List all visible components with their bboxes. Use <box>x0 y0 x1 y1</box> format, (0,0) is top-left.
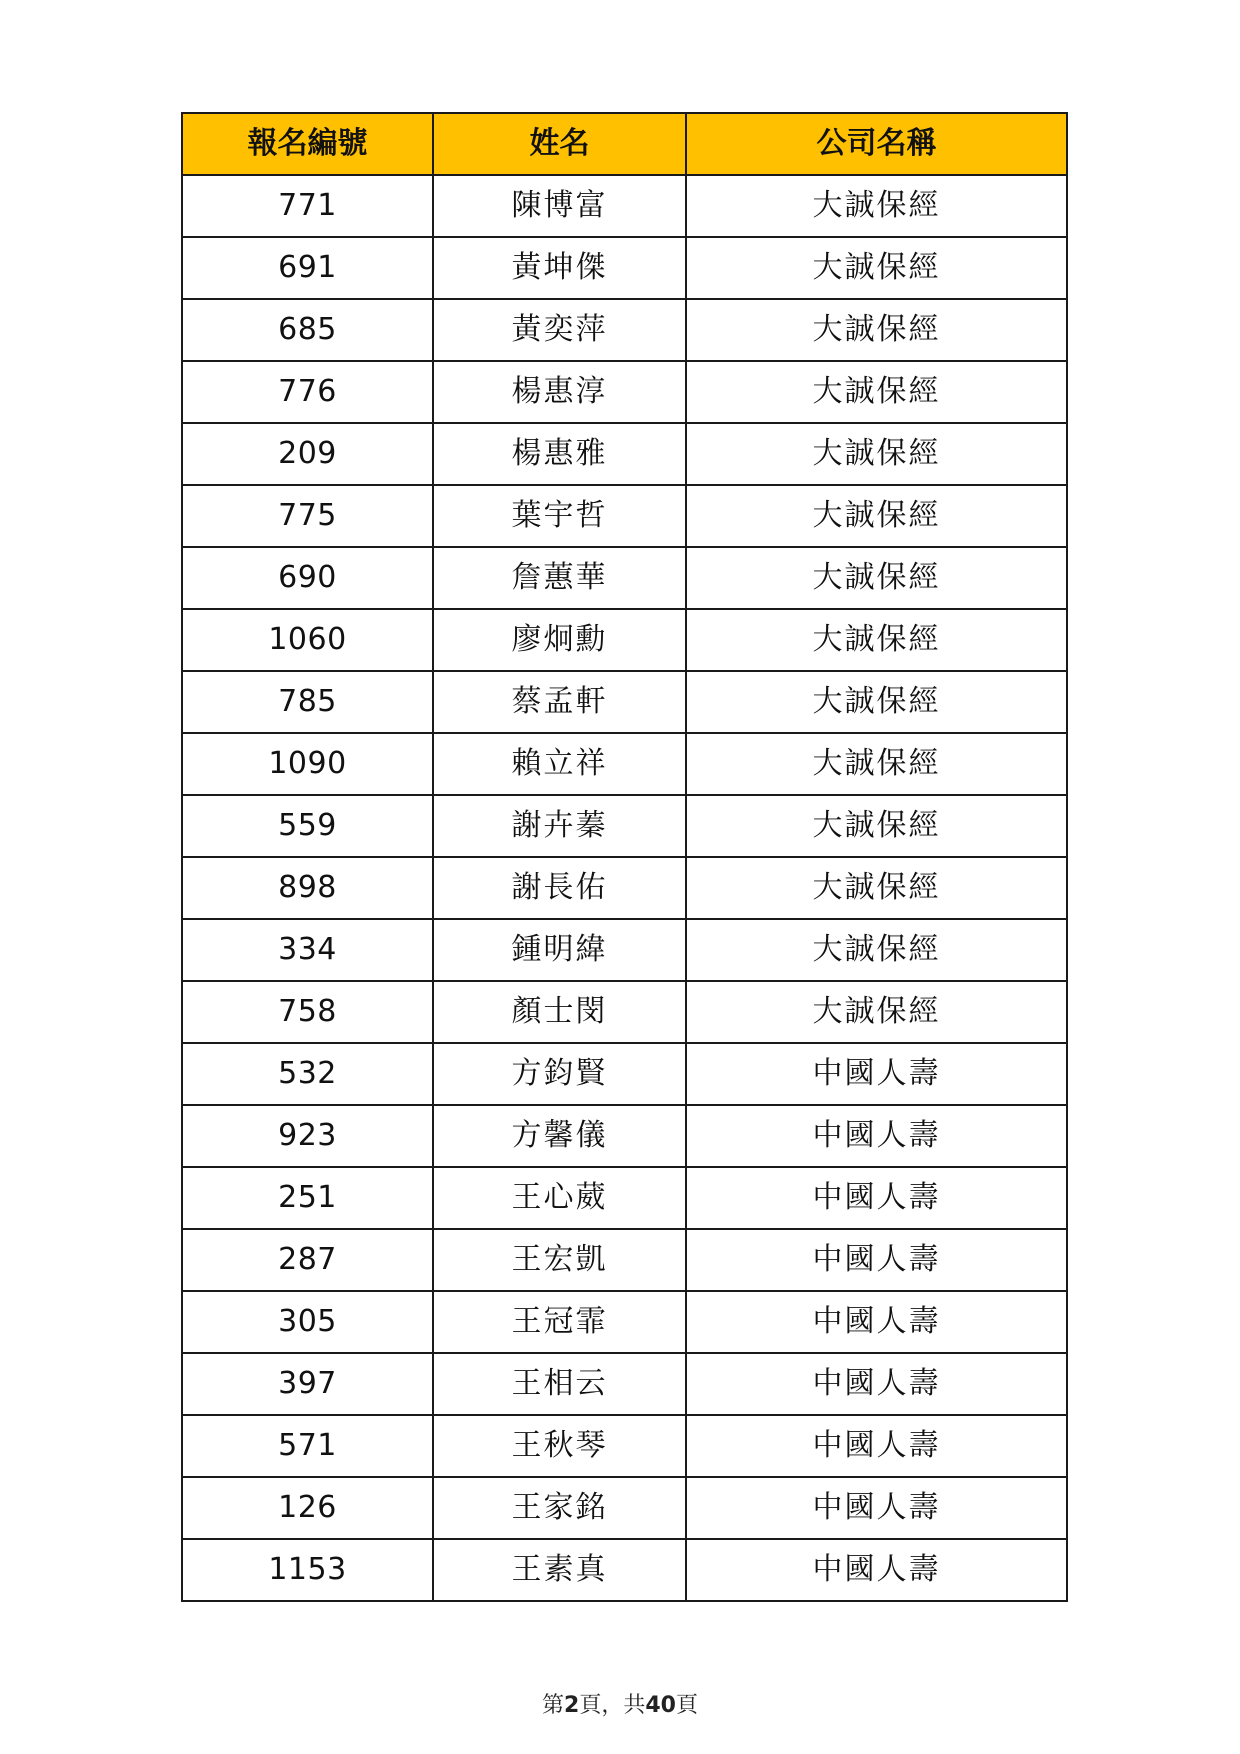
cell-registration-number: 559 <box>182 795 433 857</box>
cell-name: 王相云 <box>433 1353 686 1415</box>
cell-name: 顏士閔 <box>433 981 686 1043</box>
cell-name: 黃奕萍 <box>433 299 686 361</box>
cell-company-name: 中國人壽 <box>686 1415 1067 1477</box>
table-row <box>182 485 1067 547</box>
table-row <box>182 1105 1067 1167</box>
registration-table-container <box>181 112 1066 1602</box>
cell-company-name: 大誠保經 <box>686 609 1067 671</box>
cell-name: 葉宇哲 <box>433 485 686 547</box>
cell-registration-number: 251 <box>182 1167 433 1229</box>
cell-name: 陳博富 <box>433 175 686 237</box>
table-row <box>182 299 1067 361</box>
cell-company-name: 大誠保經 <box>686 299 1067 361</box>
page-footer <box>0 1688 1240 1719</box>
table-row <box>182 671 1067 733</box>
table-row <box>182 547 1067 609</box>
cell-name: 王家銘 <box>433 1477 686 1539</box>
cell-registration-number: 771 <box>182 175 433 237</box>
cell-company-name: 中國人壽 <box>686 1043 1067 1105</box>
cell-registration-number: 126 <box>182 1477 433 1539</box>
cell-company-name: 大誠保經 <box>686 237 1067 299</box>
cell-name: 楊惠淳 <box>433 361 686 423</box>
cell-company-name: 大誠保經 <box>686 423 1067 485</box>
cell-company-name: 大誠保經 <box>686 547 1067 609</box>
cell-company-name: 大誠保經 <box>686 485 1067 547</box>
table-row <box>182 857 1067 919</box>
header-name: 姓名 <box>433 113 686 175</box>
cell-company-name: 大誠保經 <box>686 795 1067 857</box>
cell-registration-number: 776 <box>182 361 433 423</box>
cell-name: 賴立祥 <box>433 733 686 795</box>
cell-registration-number: 209 <box>182 423 433 485</box>
cell-company-name: 大誠保經 <box>686 919 1067 981</box>
cell-registration-number: 334 <box>182 919 433 981</box>
footer-current-page: 2 <box>564 1693 580 1718</box>
cell-name: 王心葳 <box>433 1167 686 1229</box>
cell-name: 謝卉蓁 <box>433 795 686 857</box>
cell-registration-number: 685 <box>182 299 433 361</box>
cell-company-name: 中國人壽 <box>686 1105 1067 1167</box>
table-row <box>182 1229 1067 1291</box>
header-row <box>182 113 1067 175</box>
cell-registration-number: 397 <box>182 1353 433 1415</box>
cell-registration-number: 691 <box>182 237 433 299</box>
cell-registration-number: 898 <box>182 857 433 919</box>
cell-registration-number: 758 <box>182 981 433 1043</box>
table-body <box>182 175 1067 1601</box>
table-row <box>182 237 1067 299</box>
cell-company-name: 中國人壽 <box>686 1291 1067 1353</box>
cell-name: 蔡孟軒 <box>433 671 686 733</box>
cell-name: 楊惠雅 <box>433 423 686 485</box>
cell-name: 王宏凱 <box>433 1229 686 1291</box>
footer-total-pages: 40 <box>645 1693 676 1718</box>
cell-registration-number: 1090 <box>182 733 433 795</box>
table-row <box>182 795 1067 857</box>
cell-company-name: 中國人壽 <box>686 1477 1067 1539</box>
table-row <box>182 919 1067 981</box>
registration-table <box>181 112 1068 1602</box>
cell-company-name: 大誠保經 <box>686 671 1067 733</box>
cell-registration-number: 1153 <box>182 1539 433 1601</box>
table-row <box>182 733 1067 795</box>
cell-name: 廖炯勳 <box>433 609 686 671</box>
table-row <box>182 1167 1067 1229</box>
cell-registration-number: 571 <box>182 1415 433 1477</box>
cell-name: 詹蕙華 <box>433 547 686 609</box>
cell-registration-number: 923 <box>182 1105 433 1167</box>
cell-company-name: 中國人壽 <box>686 1229 1067 1291</box>
cell-name: 方馨儀 <box>433 1105 686 1167</box>
table-row <box>182 981 1067 1043</box>
cell-registration-number: 287 <box>182 1229 433 1291</box>
table-header <box>182 113 1067 175</box>
cell-company-name: 大誠保經 <box>686 361 1067 423</box>
header-registration-number: 報名編號 <box>182 113 433 175</box>
cell-company-name: 中國人壽 <box>686 1353 1067 1415</box>
cell-company-name: 中國人壽 <box>686 1167 1067 1229</box>
cell-name: 鍾明緯 <box>433 919 686 981</box>
table-row <box>182 1539 1067 1601</box>
cell-name: 王冠霏 <box>433 1291 686 1353</box>
table-row <box>182 1353 1067 1415</box>
table-row <box>182 1415 1067 1477</box>
header-company-name: 公司名稱 <box>686 113 1067 175</box>
cell-name: 王秋琴 <box>433 1415 686 1477</box>
cell-company-name: 中國人壽 <box>686 1539 1067 1601</box>
cell-company-name: 大誠保經 <box>686 175 1067 237</box>
footer-prefix: 第 <box>542 1693 565 1718</box>
footer-suffix: 頁 <box>675 1693 698 1718</box>
cell-company-name: 大誠保經 <box>686 857 1067 919</box>
cell-company-name: 大誠保經 <box>686 733 1067 795</box>
cell-registration-number: 532 <box>182 1043 433 1105</box>
cell-registration-number: 1060 <box>182 609 433 671</box>
cell-company-name: 大誠保經 <box>686 981 1067 1043</box>
cell-name: 黃坤傑 <box>433 237 686 299</box>
table-row <box>182 175 1067 237</box>
table-row <box>182 361 1067 423</box>
cell-registration-number: 305 <box>182 1291 433 1353</box>
table-row <box>182 1291 1067 1353</box>
table-row <box>182 423 1067 485</box>
cell-name: 謝長佑 <box>433 857 686 919</box>
footer-middle: 頁，共 <box>579 1693 646 1718</box>
table-row <box>182 1477 1067 1539</box>
table-row <box>182 609 1067 671</box>
cell-name: 王素真 <box>433 1539 686 1601</box>
cell-registration-number: 775 <box>182 485 433 547</box>
cell-registration-number: 690 <box>182 547 433 609</box>
table-row <box>182 1043 1067 1105</box>
cell-name: 方鈞賢 <box>433 1043 686 1105</box>
cell-registration-number: 785 <box>182 671 433 733</box>
